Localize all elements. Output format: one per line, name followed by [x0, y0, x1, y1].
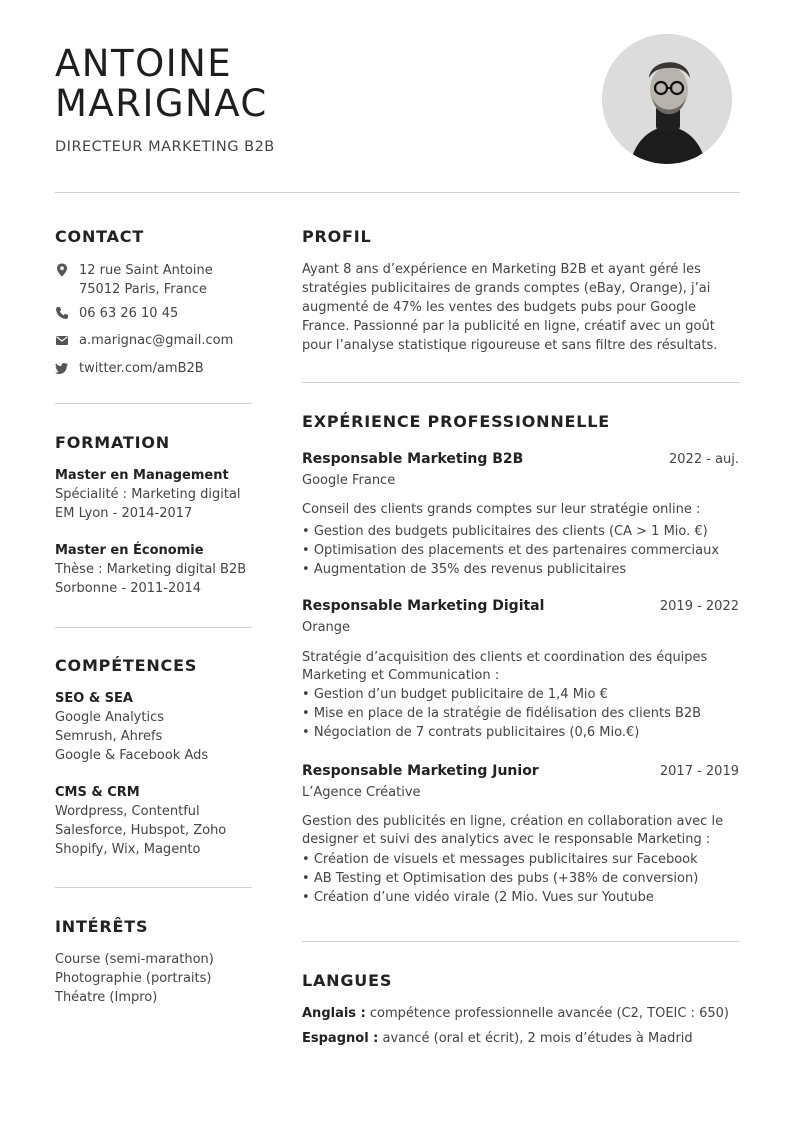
job-2-company: Orange — [302, 620, 351, 635]
degree-2-detail: Thèse : Marketing digital B2B — [55, 562, 247, 577]
list-item: • Négociation de 7 contrats publicitaires (0,6 Mio.€) — [302, 723, 701, 742]
profil-line: France. Passionné par la publicité en ligne, créatif avec un goût — [302, 319, 715, 334]
interest-item: Photographie (portraits) — [55, 971, 212, 986]
job-2-role: Responsable Marketing Digital — [302, 598, 545, 614]
list-item: • Optimisation des placements et des partenaires commerciaux — [302, 541, 719, 560]
job-3-bullets — [302, 850, 698, 907]
experience-heading: EXPÉRIENCE PROFESSIONNELLE — [302, 412, 610, 431]
job-3-dates: 2017 - 2019 — [659, 764, 739, 779]
job-3-company: L’Agence Créative — [302, 785, 421, 800]
skill-item: Salesforce, Hubspot, Zoho — [55, 823, 227, 838]
list-item: • Gestion des budgets publicitaires des clients (CA > 1 Mio. €) — [302, 522, 719, 541]
phone-icon — [55, 306, 69, 320]
job-2-bullets — [302, 685, 701, 742]
contact-phone — [55, 304, 178, 323]
language-name: Espagnol : — [302, 1031, 379, 1046]
formation-divider — [55, 627, 252, 628]
degree-2-school: Sorbonne - 2011-2014 — [55, 581, 202, 596]
interest-item: Théatre (Impro) — [55, 990, 158, 1005]
langues-heading: LANGUES — [302, 971, 393, 990]
degree-1-school: EM Lyon - 2014-2017 — [55, 506, 193, 521]
language-name: Anglais : — [302, 1006, 366, 1021]
job-1-dates: 2022 - auj. — [669, 452, 739, 467]
twitter-icon — [55, 361, 69, 375]
language-level: avancé (oral et écrit), 2 mois d’études à Madrid — [378, 1031, 693, 1046]
degree-2: Master en Économie — [55, 543, 204, 558]
first-name: ANTOINE — [55, 42, 233, 85]
job-2-desc-line: Stratégie d’acquisition des clients et coordination des équipes — [302, 650, 708, 665]
header-divider — [55, 192, 740, 193]
job-3-role: Responsable Marketing Junior — [302, 763, 539, 779]
profile-photo — [602, 34, 732, 164]
job-2-description — [302, 649, 742, 685]
last-name: MARIGNAC — [55, 82, 268, 125]
skill-item: Wordpress, Contentful — [55, 804, 200, 819]
interets-heading: INTÉRÊTS — [55, 917, 149, 936]
competences-divider — [55, 887, 252, 888]
email-address[interactable]: a.marignac@gmail.com — [79, 333, 234, 348]
profil-divider — [302, 382, 740, 383]
map-pin-icon — [55, 263, 69, 277]
phone-number: 06 63 26 10 45 — [79, 306, 179, 321]
profil-line: pour l’analyse statistique rigoureuse et sans filtre des résultats. — [302, 338, 718, 353]
formation-heading: FORMATION — [55, 433, 170, 452]
language-item — [302, 1029, 693, 1048]
skill-item: Google Analytics — [55, 710, 165, 725]
list-item: • Création d’une vidéo virale (2 Mio. Vues sur Youtube — [302, 888, 698, 907]
job-1-company: Google France — [302, 473, 396, 488]
job-title: DIRECTEUR MARKETING B2B — [55, 139, 275, 155]
job-2-desc-line: Marketing et Communication : — [302, 668, 500, 683]
language-level: compétence professionnelle avancée (C2, TOEIC : 650) — [365, 1006, 729, 1021]
skill-item: Semrush, Ahrefs — [55, 729, 163, 744]
interest-item: Course (semi-marathon) — [55, 952, 214, 967]
profil-heading: PROFIL — [302, 227, 372, 246]
job-3-desc-line: Gestion des publicités en ligne, création en collaboration avec le — [302, 814, 724, 829]
profil-line: stratégies publicitaires de grands comptes (eBay, Orange), j’ai — [302, 281, 711, 296]
contact-email — [55, 331, 233, 350]
experience-divider — [302, 941, 740, 942]
job-1-desc-line: Conseil des clients grands comptes sur leur stratégie online : — [302, 502, 701, 517]
skill-group-2: CMS & CRM — [55, 785, 140, 800]
candidate-name — [55, 44, 268, 124]
envelope-icon — [55, 333, 69, 347]
list-item: • Création de visuels et messages publicitaires sur Facebook — [302, 850, 698, 869]
list-item: • AB Testing et Optimisation des pubs (+38% de conversion) — [302, 869, 698, 888]
job-3-desc-line: designer et suivi des analytics avec le responsable Marketing : — [302, 832, 711, 847]
skill-group-1: SEO & SEA — [55, 691, 133, 706]
contact-heading: CONTACT — [55, 227, 145, 246]
profil-line: augmenté de 47% les ventes des budgets pubs pour Google — [302, 300, 697, 315]
contact-twitter — [55, 359, 204, 378]
skill-item: Shopify, Wix, Magento — [55, 842, 201, 857]
contact-address — [55, 261, 213, 299]
job-2-dates: 2019 - 2022 — [659, 599, 739, 614]
address-line-2: 75012 Paris, France — [79, 282, 207, 297]
list-item: • Gestion d’un budget publicitaire de 1,4 Mio € — [302, 685, 701, 704]
contact-divider — [55, 403, 252, 404]
list-item: • Augmentation de 35% des revenus publicitaires — [302, 560, 719, 579]
degree-1: Master en Management — [55, 468, 229, 483]
language-item — [302, 1004, 729, 1023]
job-1-bullets — [302, 522, 719, 579]
twitter-handle[interactable]: twitter.com/amB2B — [79, 361, 204, 376]
job-1-description — [302, 501, 742, 519]
skill-item: Google & Facebook Ads — [55, 748, 209, 763]
address-line-1: 12 rue Saint Antoine — [79, 263, 213, 278]
job-3-description — [302, 813, 742, 849]
portrait-image — [602, 34, 732, 164]
job-1-role: Responsable Marketing B2B — [302, 451, 524, 467]
competences-heading: COMPÉTENCES — [55, 656, 198, 675]
degree-1-detail: Spécialité : Marketing digital — [55, 487, 241, 502]
profil-line: Ayant 8 ans d’expérience en Marketing B2B et ayant géré les — [302, 262, 701, 277]
list-item: • Mise en place de la stratégie de fidélisation des clients B2B — [302, 704, 701, 723]
